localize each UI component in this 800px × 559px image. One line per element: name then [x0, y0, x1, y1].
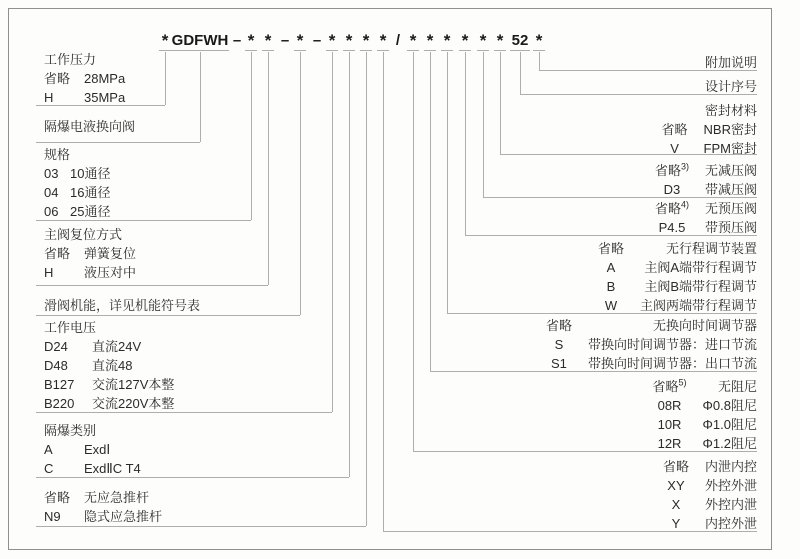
code-underline [441, 50, 453, 51]
code-element-13: * [409, 31, 417, 50]
option-row [655, 199, 757, 218]
code-element-19: 52 [511, 32, 529, 49]
code-element-11: * [379, 31, 387, 50]
option-code [663, 514, 705, 533]
code-underline [533, 50, 545, 51]
option-row [653, 377, 757, 396]
drop-line [268, 52, 269, 285]
option-code [653, 434, 703, 453]
option-code-text: XY [667, 478, 685, 493]
code-underline [294, 50, 306, 51]
option-code [546, 335, 588, 354]
option-row [663, 457, 757, 476]
option-label: 25通径 [70, 204, 111, 219]
option-code [655, 161, 705, 180]
code-element-15: * [443, 31, 451, 50]
left-section-5 [44, 318, 174, 413]
option-label: 交流127V本整 [92, 377, 175, 392]
drop-line [383, 52, 384, 531]
option-label: 主阀A端带行程调节 [644, 260, 757, 275]
option-label: 无换向时间调节器 [652, 318, 757, 333]
option-code-text: A [606, 260, 616, 275]
code-element-14: * [426, 31, 434, 50]
code-element-8: * [328, 31, 336, 50]
code-underline [407, 50, 419, 51]
option-row [598, 258, 757, 277]
code-element-6: * [296, 31, 304, 50]
section-title: 密封材料 [704, 103, 757, 118]
option-row [546, 335, 757, 354]
code-element-3: * [247, 31, 255, 50]
code-element-7: – [312, 32, 322, 49]
option-code [653, 396, 703, 415]
option-row [44, 69, 125, 88]
option-row [44, 244, 136, 263]
option-label: 28MPa [84, 71, 126, 86]
right-section-1 [705, 77, 757, 96]
option-row [44, 356, 174, 375]
option-row [663, 476, 757, 495]
option-label: Φ1.0阻尼 [702, 417, 757, 432]
option-code: 省略 [44, 71, 71, 86]
drop-line [465, 52, 466, 235]
option-label: Φ0.8阻尼 [702, 398, 757, 413]
code-underline [510, 50, 530, 51]
option-label: 外控外泄 [704, 478, 757, 493]
option-row [663, 495, 757, 514]
code-element-10: * [362, 31, 370, 50]
option-table [653, 377, 757, 453]
section-title: 滑阀机能，详见机能符号表 [44, 298, 201, 313]
code-element-4: * [264, 31, 272, 50]
option-code [662, 139, 704, 158]
option-label: ExdⅠ [84, 442, 111, 457]
option-table [663, 457, 757, 533]
option-row [44, 459, 141, 478]
option-label: 无阻尼 [717, 379, 757, 394]
right-section-6 [546, 316, 757, 373]
option-row [44, 394, 174, 413]
code-underline [424, 50, 436, 51]
option-row [662, 120, 757, 139]
right-section-4 [655, 199, 757, 237]
option-table [598, 239, 757, 315]
option-row [655, 218, 757, 237]
option-code [546, 316, 588, 335]
branch-line-left [36, 142, 200, 143]
drop-line [413, 52, 414, 451]
option-row [44, 507, 162, 526]
option-code: 06 [44, 204, 59, 219]
option-label: 带换向时间调节器：进口节流 [587, 337, 757, 352]
option-row [655, 161, 757, 180]
section-title: 工作电压 [44, 320, 97, 335]
option-code [598, 296, 640, 315]
drop-line [165, 52, 166, 105]
option-label: 直流48 [92, 358, 133, 373]
right-section-0 [705, 53, 757, 72]
section-title: 工作压力 [44, 52, 97, 67]
option-code-text: 10R [657, 417, 682, 432]
footnote-superscript: 5) [678, 377, 687, 388]
option-code-text: 省略 [654, 163, 681, 178]
code-underline [377, 50, 389, 51]
option-row [598, 296, 757, 315]
option-code-text: 省略 [662, 459, 689, 474]
option-code-text: 12R [657, 436, 682, 451]
option-code-text: 08R [657, 398, 682, 413]
option-table [655, 199, 757, 237]
option-label: 无行程调节装置 [665, 241, 757, 256]
option-row [653, 434, 757, 453]
code-underline [159, 50, 171, 51]
code-element-2: – [232, 32, 242, 49]
option-label: 带换向时间调节器：出口节流 [587, 356, 757, 371]
code-underline [459, 50, 471, 51]
option-row [44, 183, 110, 202]
option-row [598, 239, 757, 258]
option-row [546, 354, 757, 373]
code-element-5: – [280, 32, 290, 49]
option-code [598, 258, 640, 277]
drop-line [349, 52, 350, 477]
drop-line [430, 52, 431, 371]
option-code-text: 省略 [652, 379, 679, 394]
option-code: A [44, 442, 53, 457]
option-code [655, 180, 705, 199]
option-row [44, 88, 125, 107]
code-underline [171, 50, 229, 51]
option-code-text: V [670, 141, 679, 156]
section-title: 隔爆电液换向阀 [44, 119, 136, 134]
option-code [598, 239, 640, 258]
right-section-2 [662, 101, 757, 158]
option-label: 16通径 [70, 185, 111, 200]
code-underline [262, 50, 274, 51]
option-code-text: X [671, 497, 681, 512]
drop-line [539, 52, 540, 70]
option-table [546, 316, 757, 373]
option-code-text: D3 [663, 182, 681, 197]
option-code: D48 [44, 358, 68, 373]
option-code [663, 457, 705, 476]
left-section-6 [44, 421, 141, 478]
option-row [44, 337, 174, 356]
option-code [663, 476, 705, 495]
option-label: ExdⅡC T4 [84, 461, 141, 476]
right-section-5 [598, 239, 757, 315]
option-code-text: 省略 [545, 318, 572, 333]
left-section-7 [44, 488, 162, 526]
option-code [655, 218, 705, 237]
option-code: H [44, 90, 54, 105]
option-label: 无减压阀 [704, 163, 757, 178]
option-label: 内控外泄 [704, 516, 757, 531]
code-element-1: GDFWH [171, 32, 229, 49]
option-code-text: 省略 [654, 201, 681, 216]
drop-line [520, 52, 521, 94]
left-section-4 [44, 296, 200, 315]
option-code-text: B [606, 279, 616, 294]
option-label: 交流220V本整 [92, 396, 175, 411]
option-row [44, 263, 136, 282]
option-code: C [44, 461, 54, 476]
option-table [655, 161, 757, 199]
option-label: 带减压阀 [704, 182, 757, 197]
option-code: B127 [44, 377, 75, 392]
code-element-12: / [395, 32, 401, 49]
option-label: 带预压阀 [704, 220, 757, 235]
option-code-text: S1 [551, 356, 567, 371]
section-title: 主阀复位方式 [44, 227, 123, 242]
option-code [598, 277, 640, 296]
option-code [546, 354, 588, 373]
option-table [662, 120, 757, 158]
code-underline [343, 50, 355, 51]
option-label: 无应急推杆 [84, 490, 150, 505]
option-label: 10通径 [70, 166, 111, 181]
option-label: NBR密封 [703, 122, 757, 137]
option-label: 内泄内控 [704, 459, 757, 474]
option-row [653, 396, 757, 415]
option-code [655, 199, 705, 218]
option-code-text: 省略 [597, 241, 624, 256]
right-section-7 [653, 377, 757, 453]
option-code: 03 [44, 166, 59, 181]
code-element-16: * [461, 31, 469, 50]
option-code [663, 495, 705, 514]
code-element-18: * [496, 31, 504, 50]
option-code: B220 [44, 396, 75, 411]
drop-line [251, 52, 252, 220]
option-row [44, 164, 110, 183]
option-label: 35MPa [84, 90, 126, 105]
option-label: 主阀两端带行程调节 [639, 298, 757, 313]
code-underline [477, 50, 489, 51]
option-row [655, 180, 757, 199]
option-code: N9 [44, 509, 61, 524]
left-section-3 [44, 225, 136, 282]
drop-line [366, 52, 367, 526]
drop-line [300, 52, 301, 315]
drop-line [200, 52, 201, 142]
option-label: 直流24V [92, 339, 142, 354]
option-row [653, 415, 757, 434]
option-label: Φ1.2阻尼 [702, 436, 757, 451]
code-element-9: * [345, 31, 353, 50]
branch-line-left [36, 526, 366, 527]
option-row [44, 375, 174, 394]
drop-line [447, 52, 448, 313]
option-code-text: Y [671, 516, 681, 531]
drop-line [332, 52, 333, 412]
left-section-0 [44, 50, 125, 107]
option-row [598, 277, 757, 296]
option-code-text: 省略 [661, 122, 688, 137]
option-code: D24 [44, 339, 68, 354]
code-underline [360, 50, 372, 51]
right-section-8 [663, 457, 757, 533]
option-label: 无预压阀 [704, 201, 757, 216]
option-code [653, 415, 703, 434]
option-row [44, 488, 162, 507]
section-title: 设计序号 [704, 79, 757, 94]
option-row [44, 440, 141, 459]
option-code-text: P4.5 [658, 220, 686, 235]
option-label: 隐式应急推杆 [84, 509, 163, 524]
option-code: H [44, 265, 54, 280]
code-element-0: * [161, 31, 169, 50]
drop-line [500, 52, 501, 154]
option-label: 主阀B端带行程调节 [644, 279, 757, 294]
code-underline [326, 50, 338, 51]
section-title: 附加说明 [704, 55, 757, 70]
footnote-superscript: 4) [680, 199, 689, 210]
branch-line-left [36, 315, 300, 316]
option-label: 液压对中 [84, 265, 137, 280]
left-section-1 [44, 117, 135, 136]
option-row [44, 202, 110, 221]
option-label: 外控内泄 [704, 497, 757, 512]
option-row [662, 139, 757, 158]
option-code: 省略 [44, 490, 71, 505]
option-code [662, 120, 704, 139]
option-row [663, 514, 757, 533]
option-code: 省略 [44, 246, 71, 261]
section-title: 规格 [44, 147, 71, 162]
code-underline [494, 50, 506, 51]
section-title: 隔爆类别 [44, 423, 97, 438]
option-label: 弹簧复位 [84, 246, 137, 261]
right-section-3 [655, 161, 757, 199]
option-code: 04 [44, 185, 59, 200]
left-section-2 [44, 145, 110, 221]
footnote-superscript: 3) [680, 161, 689, 172]
option-code [653, 377, 703, 396]
code-element-20: * [535, 31, 543, 50]
option-code-text: S [554, 337, 564, 352]
branch-line-left [36, 285, 268, 286]
option-code-text: W [604, 298, 618, 313]
drop-line [483, 52, 484, 197]
code-element-17: * [479, 31, 487, 50]
option-label: FPM密封 [703, 141, 757, 156]
code-underline [245, 50, 257, 51]
option-row [546, 316, 757, 335]
